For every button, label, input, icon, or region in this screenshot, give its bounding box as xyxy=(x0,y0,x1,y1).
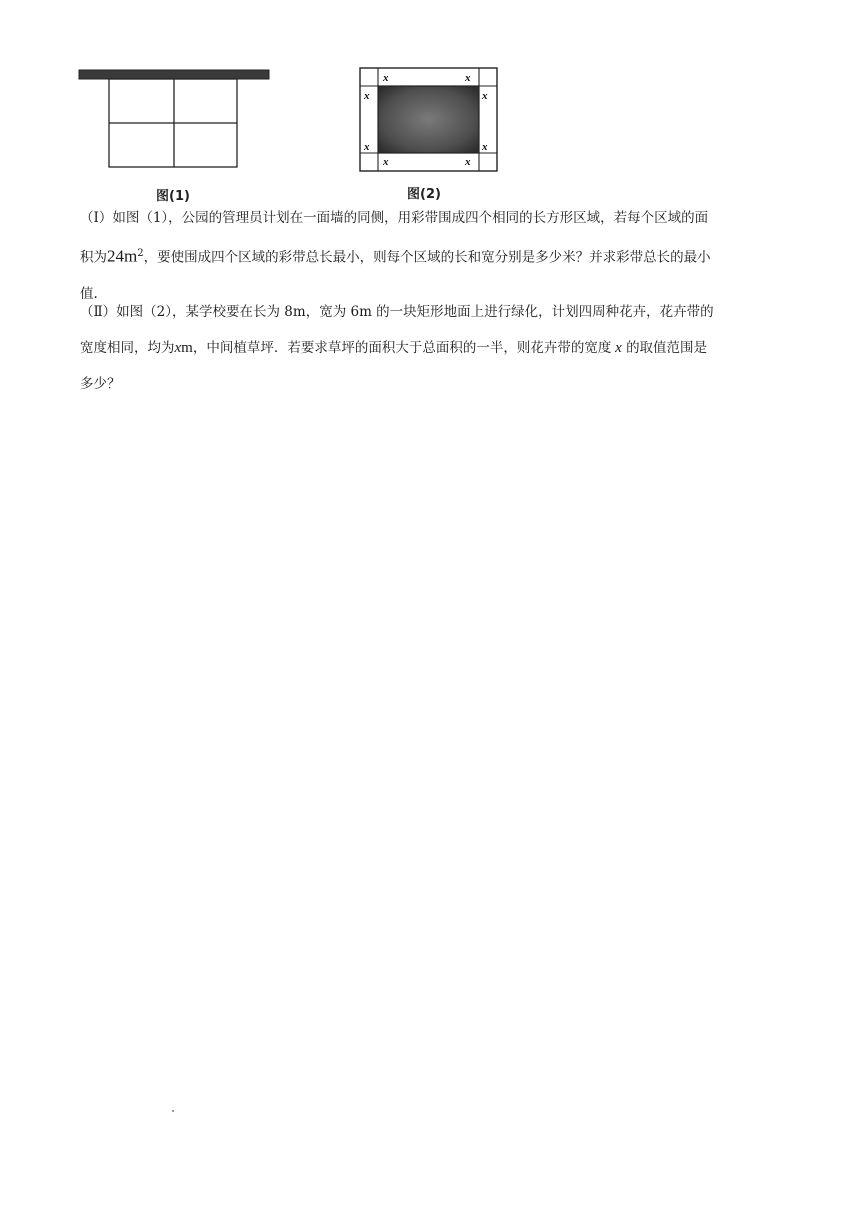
part-2-line-2-mid: ，中间植草坪．若要求草坪的面积大于总面积的一半，则花卉带的宽度 xyxy=(192,340,612,356)
part-2-line-3: 多少？ xyxy=(80,376,121,392)
part-2-line-2-pre: 宽度相同，均为 xyxy=(80,340,175,356)
wall xyxy=(79,70,269,79)
part-2-line-2-post: 的取值范围是 xyxy=(626,340,708,356)
x-label: x xyxy=(383,156,389,168)
x-label: x xyxy=(465,72,471,84)
part-1-line-3: 值. xyxy=(80,285,98,302)
x-label: x xyxy=(465,156,471,168)
part-1-line-2-post: ，要使围成四个区域的彩带总长最小，则每个区域的长和宽分别是多少米？并求彩带总长的最小 xyxy=(143,249,711,266)
variable-x-2: x xyxy=(615,340,622,356)
x-label: x xyxy=(383,72,389,84)
part-1-line-1: （Ⅰ）如图（1），公园的管理员计划在一面墙的同侧，用彩带围成四个相同的长方形区域，若每个区域的面 xyxy=(80,210,709,226)
x-label: x xyxy=(482,90,488,102)
unit-m: m xyxy=(181,340,193,356)
x-label: x xyxy=(482,141,488,153)
area-value: 24m xyxy=(107,246,138,266)
lawn xyxy=(378,86,479,153)
variable-x: x xyxy=(174,340,182,356)
part-1-line-2-pre: 积为 xyxy=(80,249,107,266)
figure-2 xyxy=(358,66,500,176)
figure-1 xyxy=(78,68,272,170)
area-exponent: 2 xyxy=(137,248,144,259)
part-2-question xyxy=(80,294,786,402)
x-label: x xyxy=(364,90,370,102)
figure-1-caption: 图(1) xyxy=(156,189,190,204)
figure-2-caption: 图(2) xyxy=(407,187,441,202)
x-label: x xyxy=(364,141,370,153)
part-2-line-1: （Ⅱ）如图（2），某学校要在长为 8m，宽为 6m 的一块矩形地面上进行绿化，计划四周种花卉，花卉带的 xyxy=(80,304,714,320)
page-speck xyxy=(172,1110,174,1112)
